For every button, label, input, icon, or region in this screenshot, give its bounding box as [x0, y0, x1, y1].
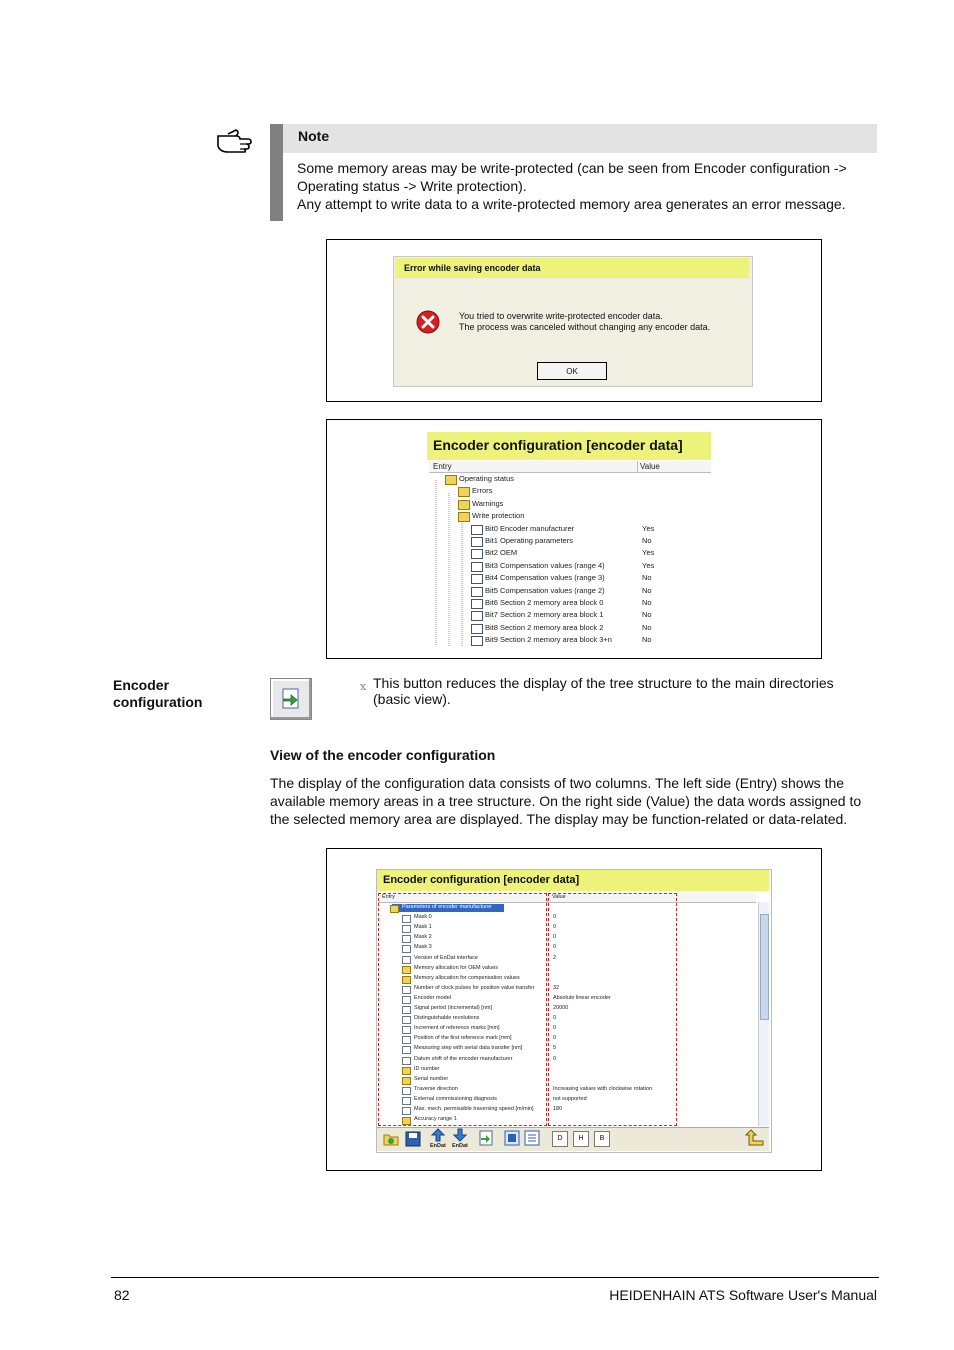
footer-rule [111, 1277, 879, 1278]
tree-item-value: 0 [553, 924, 557, 931]
sidebar-heading-line: configuration [113, 694, 203, 710]
tree-item-label[interactable]: Number of clock pulses for position value transfer [414, 984, 535, 991]
edit-entry-icon [471, 537, 483, 547]
tree-item-label[interactable]: Signal period (incremental) [nm] [414, 1005, 492, 1011]
column-header-entry: Entry [433, 462, 452, 471]
tree-item-value: Yes [642, 560, 655, 570]
tree-item-value: Yes [642, 548, 655, 558]
tree-item-value: 0 [553, 944, 557, 951]
tree-item-label[interactable]: Distinguishable revolutions [414, 1015, 480, 1022]
encoder-window-title: Encoder configuration [encoder data] [433, 437, 683, 453]
column-header-value: Value [640, 462, 660, 471]
binary-format-button[interactable]: B [594, 1131, 610, 1147]
edit-entry-icon [471, 587, 483, 597]
open-folder-icon[interactable] [382, 1130, 400, 1148]
tree-item-value: No [642, 622, 652, 632]
tree-item-label[interactable]: Memory allocation for OEM values [414, 964, 499, 971]
note-side-bar [270, 124, 283, 221]
tree-item-label[interactable]: Datum shift of the encoder manufacturer [414, 1055, 513, 1062]
entry-column-highlight [378, 893, 547, 1126]
endat-read-label: EnDat [430, 1143, 446, 1149]
tree-item-value: 180 [553, 1106, 563, 1112]
tree-item-value: No [642, 598, 652, 607]
tree-item-label[interactable]: Bit1 Operating parameters [485, 536, 573, 545]
download-arrow-icon[interactable] [451, 1128, 469, 1142]
bullet-marker: x [360, 680, 367, 693]
tree-item-value: No [642, 585, 652, 595]
column-header-value: Value [552, 894, 566, 900]
paragraph-line: the selected memory area are displayed. The display may be function-related or data-related. [270, 811, 848, 827]
tree-item-label[interactable]: Bit2 OEM [485, 548, 518, 558]
error-icon [416, 310, 440, 334]
error-dialog-message: The process was canceled without changing any encoder data. [459, 322, 711, 332]
tree-item-label[interactable]: Accuracy range 1 [414, 1116, 457, 1123]
edit-entry-icon [471, 525, 483, 535]
tree-item-label[interactable]: Max. mech. permissible traversing speed [m/min] [414, 1106, 534, 1112]
column-header-entry: Entry [382, 894, 395, 900]
sidebar-heading-line: Encoder [113, 677, 170, 693]
tree-item-label[interactable]: Warnings [472, 498, 504, 508]
encoder-window-title: Encoder configuration [encoder data] [383, 874, 580, 886]
column-header-row [429, 461, 711, 473]
tree-item-label[interactable]: Increment of reference marks [mm] [414, 1025, 500, 1032]
tree-item-value: 32 [553, 984, 560, 991]
tree-item-label[interactable]: Bit7 Section 2 memory area block 1 [485, 610, 604, 620]
tree-item-value: Increasing values with clockwise rotation [553, 1085, 653, 1092]
note-text-line: Any attempt to write data to a write-protected memory area generates an error message. [297, 196, 846, 212]
section-heading: View of the encoder configuration [270, 747, 496, 763]
tree-item-label[interactable]: Bit4 Compensation values (range 3) [485, 573, 605, 583]
tree-item-label[interactable]: ID number [414, 1065, 440, 1072]
upload-arrow-icon[interactable] [429, 1128, 447, 1142]
bullet-text: This button reduces the display of the tree structure to the main directories [373, 675, 834, 691]
tree-item-value: 0 [553, 934, 557, 941]
note-text-line: Operating status -> Write protection). [297, 178, 527, 194]
tree-item-value: not supported [553, 1095, 587, 1102]
tree-item-label[interactable]: Bit8 Section 2 memory area block 2 [485, 622, 604, 632]
hex-format-button[interactable]: H [573, 1131, 589, 1147]
folder-icon [458, 500, 470, 510]
error-dialog-title: Error while saving encoder data [404, 263, 541, 273]
note-header [283, 124, 877, 153]
error-dialog-message: You tried to overwrite write-protected encoder data. [459, 311, 663, 321]
column-divider [637, 461, 638, 473]
tree-item-label[interactable]: Parameters of encoder manufacturer [402, 904, 492, 910]
tree-item-label[interactable]: Version of EnDat interface [414, 954, 478, 961]
tree-item-value: 0 [553, 1035, 557, 1042]
folder-icon [458, 512, 470, 522]
data-view-icon[interactable] [524, 1130, 540, 1146]
exit-icon[interactable] [745, 1129, 765, 1147]
sidebar-heading [113, 677, 202, 711]
edit-entry-icon [471, 574, 483, 584]
tree-item-label[interactable]: Mask 2 [414, 934, 432, 941]
ok-button[interactable]: OK [537, 362, 607, 380]
endat-write-label: EnDat [452, 1143, 468, 1149]
edit-entry-icon [471, 549, 483, 559]
function-view-icon[interactable] [504, 1130, 520, 1146]
tree-item-value: No [642, 635, 652, 645]
tree-item-value: 0 [553, 1015, 557, 1022]
tree-item-label[interactable]: Serial number [414, 1075, 449, 1082]
page-number: 82 [114, 1287, 130, 1303]
tree-item-label[interactable]: Write protection [472, 511, 525, 521]
tree-item-label[interactable]: Bit6 Section 2 memory area block 0 [485, 598, 604, 607]
tree-item-value: 0 [553, 1055, 557, 1062]
tree-item-label[interactable]: Position of the first reference mark [mm] [414, 1035, 512, 1042]
edit-entry-icon [471, 562, 483, 572]
folder-icon [458, 487, 470, 497]
tree-item-label[interactable]: Mask 3 [414, 944, 432, 951]
paragraph-line: The display of the configuration data consists of two columns. The left side (Entry) shows the [270, 775, 845, 791]
tree-item-value: 2 [553, 954, 557, 961]
vertical-scrollbar[interactable] [758, 902, 769, 1126]
tree-item-value: 20000 [553, 1005, 569, 1011]
tree-item-label[interactable]: Bit3 Compensation values (range 4) [485, 560, 605, 570]
tree-item-value: 5 [553, 1045, 557, 1052]
tree-item-value: No [642, 610, 652, 620]
collapse-tree-icon [280, 687, 302, 711]
note-text-line: Some memory areas may be write-protected (can be seen from Encoder configuration -> [297, 160, 847, 176]
tree-item-label[interactable]: Bit0 Encoder manufacturer [485, 523, 575, 533]
tree-item-label[interactable]: Operating status [459, 474, 515, 483]
note-title: Note [298, 128, 330, 144]
tree-item-value: Yes [642, 523, 655, 533]
tree-item-label[interactable]: Errors [472, 486, 493, 496]
folder-icon [445, 475, 457, 485]
tree-item-value: No [642, 573, 652, 583]
save-icon[interactable] [404, 1130, 422, 1148]
edit-entry-icon [471, 599, 483, 609]
tree-item-value: Absolute linear encoder [553, 994, 611, 1001]
tree-item-label[interactable]: External commissioning diagnosis [414, 1095, 497, 1102]
basic-view-button[interactable] [270, 678, 312, 720]
tree-item-value: No [642, 536, 652, 545]
collapse-tree-icon[interactable] [478, 1130, 494, 1146]
tree-item-label[interactable]: Measuring step with serial data transfer [nm] [414, 1045, 523, 1052]
decimal-format-button[interactable]: D [552, 1131, 568, 1147]
tree-item-label[interactable]: Mask 1 [414, 924, 432, 931]
tree-item-label[interactable]: Memory allocation for compensation values [414, 974, 520, 981]
tree-item-value: 0 [553, 1025, 557, 1032]
value-column-highlight [548, 893, 677, 1126]
manual-title: HEIDENHAIN ATS Software User's Manual [609, 1287, 877, 1303]
edit-entry-icon [471, 611, 483, 621]
tree-item-value: 0 [553, 914, 557, 921]
tree-item-label[interactable]: Mask 0 [414, 914, 432, 921]
edit-entry-icon [471, 624, 483, 634]
paragraph-line: available memory areas in a tree structure. On the right side (Value) the data words assigned to [270, 793, 862, 809]
tree-item-label[interactable]: Encoder model [414, 994, 451, 1001]
scrollbar-thumb[interactable] [760, 914, 769, 1020]
edit-entry-icon [471, 636, 483, 646]
tree-item-label[interactable]: Traverse direction [414, 1085, 458, 1092]
pointing-hand-icon [214, 124, 254, 154]
bullet-text: (basic view). [373, 691, 451, 707]
tree-item-label[interactable]: Bit5 Compensation values (range 2) [485, 585, 605, 595]
tree-item-label[interactable]: Bit9 Section 2 memory area block 3+n [485, 635, 612, 645]
